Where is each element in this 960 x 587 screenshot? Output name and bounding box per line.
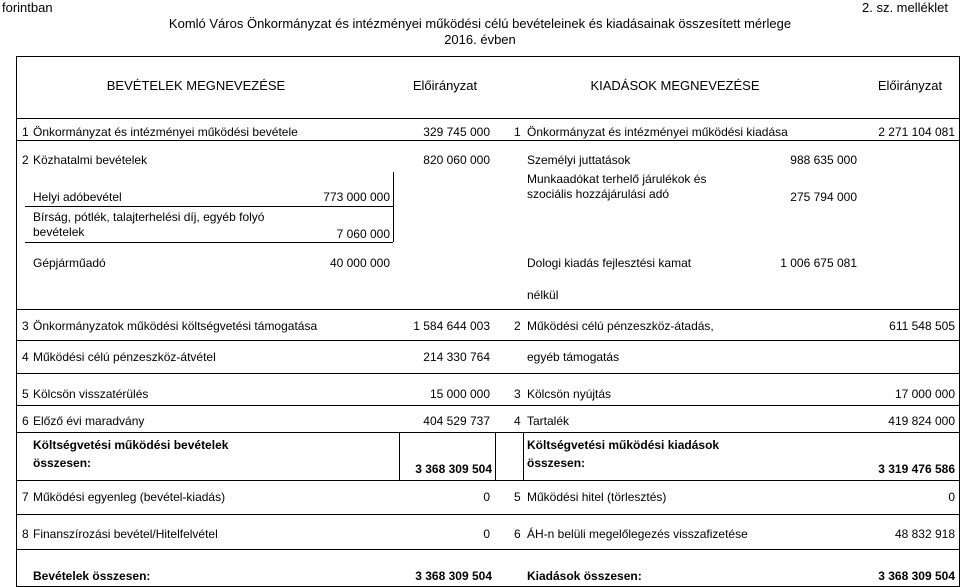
expense-label-cont: egyéb támogatás	[527, 350, 620, 364]
expense-label: Működési hitel (törlesztés)	[527, 490, 667, 504]
revenue-label: Finanszírozási bevétel/Hitelfelvétel	[33, 527, 218, 541]
revenue-subamount: 40 000 000	[329, 256, 390, 270]
revenue-label: Működési egyenleg (bevétel-kiadás)	[33, 490, 226, 504]
sub-divider	[393, 172, 394, 206]
revenue-subamount: 7 060 000	[336, 227, 390, 241]
page-title: Komló Város Önkormányzat és intézményei működési célú bevételeinek és kiadásainak összesített mérlege	[168, 16, 792, 31]
sub-divider	[25, 242, 393, 243]
expense-total-label: Költségvetési működési kiadások	[527, 438, 720, 452]
revenue-amount: 820 060 000	[423, 153, 490, 167]
expense-amount: 275 794 000	[790, 190, 857, 204]
expense-amount: 1 006 675 081	[780, 256, 857, 270]
row-number: 6	[22, 414, 29, 428]
sub-divider	[523, 432, 524, 480]
revenue-amount: 0	[483, 490, 490, 504]
row-number: 5	[514, 490, 521, 504]
expense-total-amount: 3 319 476 586	[878, 462, 955, 476]
expense-label: Munkaadókat terhelő járulékok és	[527, 172, 707, 186]
revenue-label: Önkormányzatok működési költségvetési támogatása	[33, 319, 318, 333]
revenue-label: Működési célú pénzeszköz-átvétel	[33, 350, 216, 364]
revenue-sublabel: Bírság, pótlék, talajterhelési díj, egyéb folyó	[33, 210, 265, 224]
expense-amount: 611 548 505	[889, 319, 955, 333]
revenue-amount: 0	[483, 527, 490, 541]
row-number: 3	[514, 387, 521, 401]
revenue-amount: 214 330 764	[423, 350, 490, 364]
expense-grand-total-amount: 3 368 309 504	[878, 569, 955, 583]
sub-divider	[495, 432, 496, 480]
expense-label-cont: szociális hozzájárulási adó	[527, 187, 670, 201]
expense-amount: 0	[948, 490, 955, 504]
expense-amount: 988 635 000	[790, 153, 857, 167]
header-expense-name: KIADÁSOK MEGNEVEZÉSE	[590, 78, 760, 93]
expense-total-label-cont: összesen:	[527, 456, 586, 470]
revenue-label: Közhatalmi bevételek	[33, 153, 148, 167]
sub-divider	[399, 432, 400, 480]
sub-divider	[25, 206, 393, 207]
expense-amount: 419 824 000	[888, 414, 955, 428]
row-number: 5	[22, 387, 29, 401]
revenue-total-amount: 3 368 309 504	[415, 462, 492, 476]
revenue-sublabel: Gépjárműadó	[33, 256, 106, 270]
row-number: 7	[22, 490, 29, 504]
row-number: 1	[22, 125, 29, 139]
row-number: 4	[22, 350, 29, 364]
sub-divider	[393, 206, 394, 242]
currency-unit-label: forintban	[2, 0, 53, 15]
revenue-label: Kölcsön visszatérülés	[33, 387, 149, 401]
expense-label: Személyi juttatások	[527, 153, 631, 167]
row-number: 3	[22, 319, 29, 333]
expense-grand-total-label: Kiadások összesen:	[527, 569, 642, 583]
expense-label: ÁH-n belüli megelőlegezés visszafizetése	[527, 527, 748, 541]
row-number: 2	[514, 319, 521, 333]
revenue-sublabel: Helyi adóbevétel	[33, 190, 122, 204]
appendix-label: 2. sz. melléklet	[862, 0, 948, 15]
page-subtitle-year: 2016. évben	[444, 32, 516, 47]
revenue-amount: 404 529 737	[423, 414, 490, 428]
revenue-grand-total-amount: 3 368 309 504	[415, 569, 492, 583]
revenue-amount: 329 745 000	[423, 125, 490, 139]
row-number: 4	[514, 414, 521, 428]
revenue-sublabel-cont: bevételek	[33, 225, 85, 239]
revenue-subamount: 773 000 000	[323, 190, 390, 204]
expense-amount: 2 271 104 081	[878, 125, 955, 139]
row-number: 6	[514, 527, 521, 541]
header-revenue-amount: Előirányzat	[412, 78, 478, 93]
expense-label-cont: nélkül	[527, 288, 559, 302]
expense-label: Önkormányzat és intézményei működési kiadása	[527, 125, 788, 139]
row-number: 1	[514, 125, 521, 139]
revenue-label: Önkormányzat és intézményei működési bevétele	[33, 125, 298, 139]
revenue-amount: 1 584 644 003	[413, 319, 490, 333]
expense-label: Tartalék	[527, 414, 570, 428]
revenue-amount: 15 000 000	[429, 387, 490, 401]
revenue-label: Előző évi maradvány	[33, 414, 145, 428]
expense-label: Működési célú pénzeszköz-átadás,	[527, 319, 714, 333]
revenue-total-label-cont: összesen:	[33, 456, 92, 470]
revenue-grand-total-label: Bevételek összesen:	[33, 569, 151, 583]
header-revenue-name: BEVÉTELEK MEGNEVEZÉSE	[106, 78, 286, 93]
expense-label: Dologi kiadás fejlesztési kamat	[527, 256, 692, 270]
expense-amount: 17 000 000	[894, 387, 955, 401]
expense-label: Kölcsön nyújtás	[527, 387, 612, 401]
expense-amount: 48 832 918	[894, 527, 955, 541]
header-expense-amount: Előirányzat	[877, 78, 943, 93]
revenue-total-label: Költségvetési működési bevételek	[33, 438, 229, 452]
row-number: 8	[22, 527, 29, 541]
row-number: 2	[22, 153, 29, 167]
